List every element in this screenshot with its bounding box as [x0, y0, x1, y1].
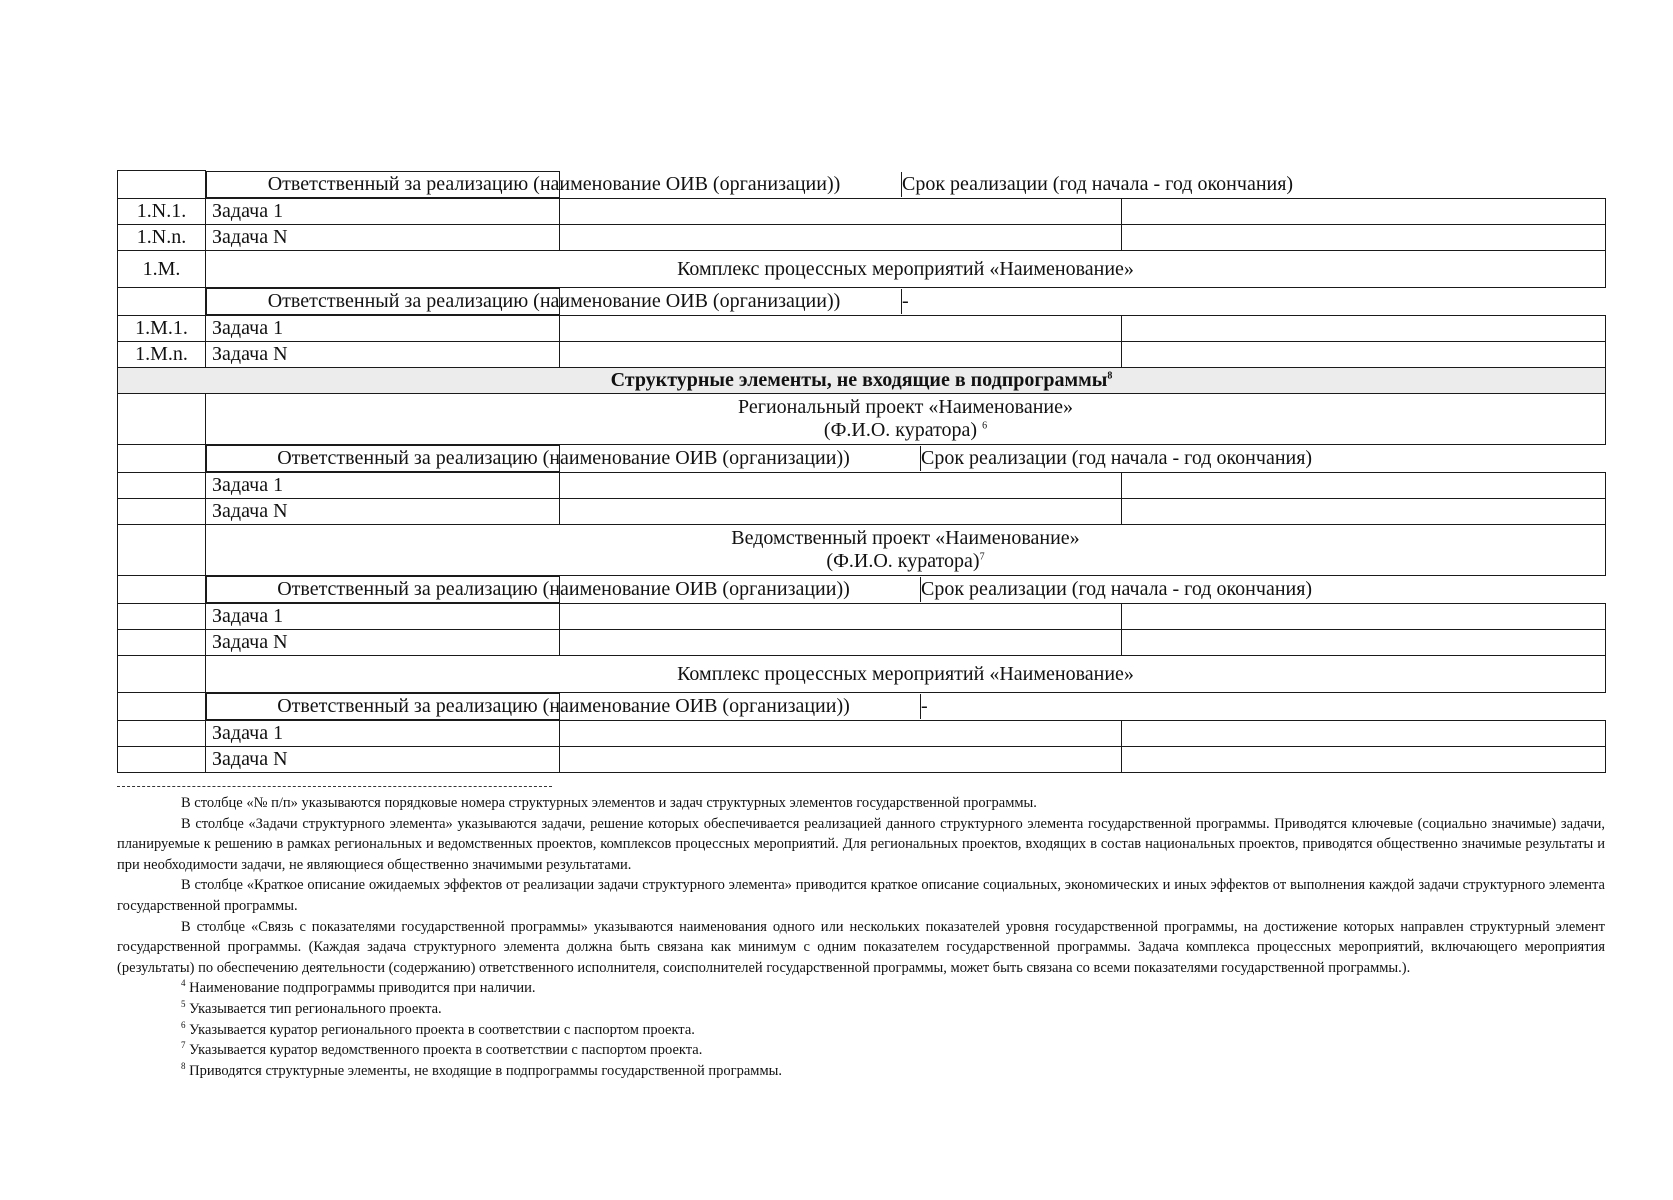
responsible-label: Ответственный за реализацию (наименование ОИВ (организации)) [207, 172, 902, 197]
table-row [118, 603, 1606, 629]
note-paragraph: В столбце «Задачи структурного элемента» указываются задачи, решение которых обеспечивается реализацией данного структурного элемента государственной программы. Приводятся ключевые (социально значимые) задачи, планируемые к решению в рамках региональных и ведомственных проектов, комплексов процессных мероприятий. Для региональных проектов, входящих в состав национальных проектов, приводятся общественно значимые результаты и при необходимости задачи, не являющиеся общественно значимыми результатами. [117, 815, 1605, 873]
responsible-label: Ответственный за реализацию (наименование ОИВ (организации)) [207, 289, 902, 314]
term-dash: - [921, 694, 928, 717]
responsible-label: Ответственный за реализацию (наименование ОИВ (организации)) [207, 577, 921, 602]
task-cell: Задача N [206, 498, 560, 524]
task-cell: Задача N [206, 341, 560, 367]
table-row [118, 198, 1606, 224]
table-row [118, 250, 1606, 287]
complex-title: Комплекс процессных мероприятий «Наименование» [206, 655, 1606, 692]
term-label: Срок реализации (год начала - год окончания) [921, 577, 1313, 600]
footnote: $^6$ Указывается куратор регионального проекта в соответствии с паспортом проекта. [181, 1019, 695, 1038]
table-row [118, 171, 1606, 199]
table-row [118, 444, 1606, 472]
task-cell: Задача 1 [206, 198, 560, 224]
table-row [118, 472, 1606, 498]
footnote: $^4$ Наименование подпрограммы приводится при наличии. [181, 978, 536, 997]
table-row [118, 720, 1606, 746]
regional-project-title: Региональный проект «Наименование» (Ф.И.О. куратора) $^6$ [206, 393, 1606, 444]
task-cell: Задача 1 [206, 472, 560, 498]
row-number: 1.M. [118, 250, 206, 287]
table-row [118, 393, 1606, 444]
task-cell: Задача N [206, 629, 560, 655]
term-dash: - [902, 289, 909, 312]
footnote-separator [117, 786, 552, 787]
table-row [118, 367, 1606, 393]
task-cell: Задача 1 [206, 603, 560, 629]
footnote: $^7$ Указывается куратор ведомственного проекта в соответствии с паспортом проекта. [181, 1040, 703, 1059]
table-row [118, 341, 1606, 367]
footnote: $^8$ Приводятся структурные элементы, не входящие в подпрограммы государственной программы. [181, 1060, 782, 1079]
row-number: 1.N.1. [118, 198, 206, 224]
responsible-row [206, 445, 1313, 472]
section-title: Структурные элементы, не входящие в подпрограммы$^8$ [118, 367, 1606, 393]
responsible-row [206, 576, 1313, 603]
task-cell: Задача N [206, 746, 560, 772]
structure-table [117, 170, 1606, 773]
note-paragraph: В столбце «№ п/п» указываются порядковые номера структурных элементов и задач структурных элементов государственной программы. [181, 795, 1037, 811]
table-row [118, 498, 1606, 524]
table-row [118, 692, 1606, 720]
table-row [118, 315, 1606, 341]
table-row [118, 524, 1606, 575]
responsible-row [206, 693, 928, 720]
footnotes-block [117, 793, 1605, 1081]
note-paragraph: В столбце «Связь с показателями государственной программы» указываются наименования одного или нескольких показателей уровня государственной программы, на достижение которых направлен структурный элемент государственной программы. (Каждая задача структурного элемента должна быть связана как минимум с одним показателем государственной программы. Задача комплекса процессных мероприятий, включающего мероприятия (результаты) по обеспечению деятельности (содержанию) ответственного исполнителя, соисполнителей государственной программы, может быть связана со всеми показателями государственной программы.). [117, 918, 1605, 976]
table-row [118, 629, 1606, 655]
term-label: Срок реализации (год начала - год окончания) [921, 446, 1313, 469]
row-number: 1.M.1. [118, 315, 206, 341]
task-cell: Задача 1 [206, 315, 560, 341]
table-row [118, 655, 1606, 692]
row-number: 1.N.n. [118, 224, 206, 250]
dept-project-title: Ведомственный проект «Наименование» (Ф.И.О. куратора)$^7$ [206, 524, 1606, 575]
table-row [118, 224, 1606, 250]
responsible-label: Ответственный за реализацию (наименование ОИВ (организации)) [207, 694, 921, 719]
footnote: $^5$ Указывается тип регионального проекта. [181, 999, 442, 1017]
term-label: Срок реализации (год начала - год окончания) [902, 172, 1294, 195]
responsible-row [206, 288, 909, 315]
table-row [118, 575, 1606, 603]
task-cell: Задача N [206, 224, 560, 250]
responsible-row [206, 171, 1294, 198]
responsible-label: Ответственный за реализацию (наименование ОИВ (организации)) [207, 446, 921, 471]
complex-title: Комплекс процессных мероприятий «Наименование» [206, 250, 1606, 287]
table-row [118, 746, 1606, 772]
task-cell: Задача 1 [206, 720, 560, 746]
table-row [118, 287, 1606, 315]
note-paragraph: В столбце «Краткое описание ожидаемых эффектов от реализации задачи структурного элемента» приводится краткое описание социальных, экономических и иных эффектов от выполнения каждой задачи структурного элемента государственной программы. [117, 877, 1605, 914]
row-number: 1.M.n. [118, 341, 206, 367]
